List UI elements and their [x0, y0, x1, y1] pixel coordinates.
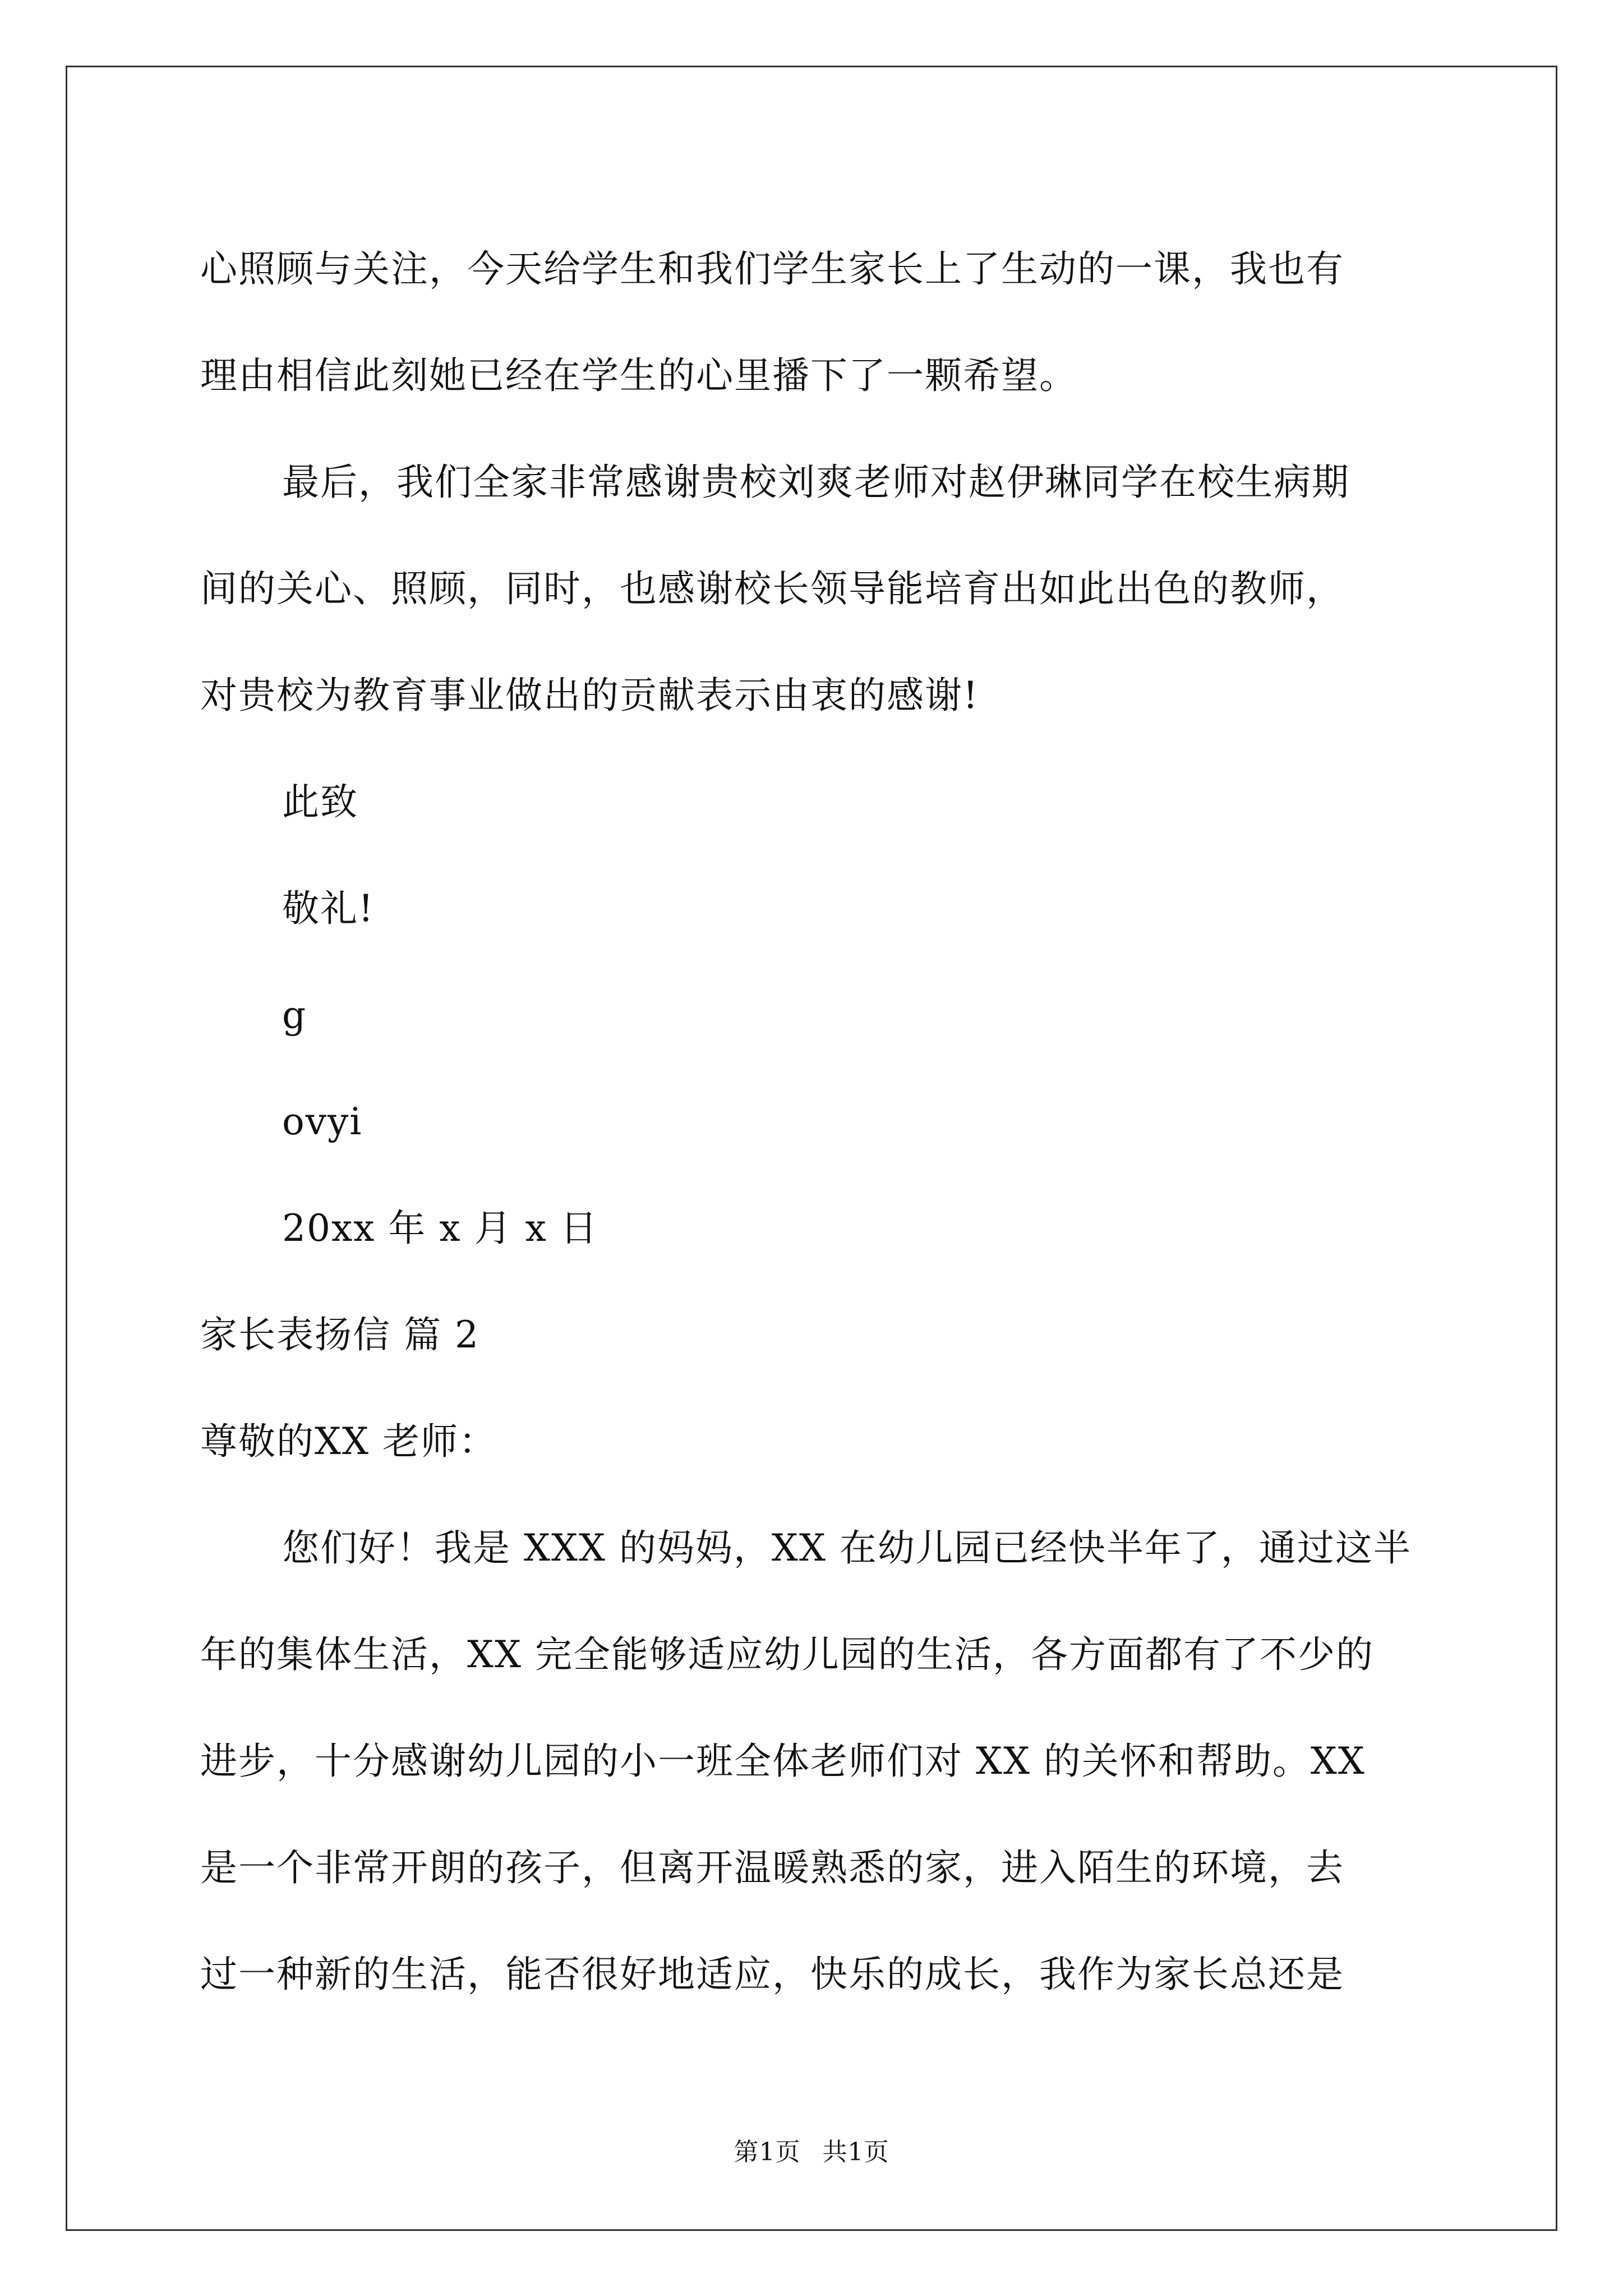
document-body — [200, 216, 1434, 2028]
letter-date: 20xx 年 x 月 x 日 — [282, 1207, 598, 1250]
paragraph-line: 您们好！我是 XXX 的妈妈，XX 在幼儿园已经快半年了，通过这半 — [282, 1526, 1412, 1570]
paragraph-line: 是一个非常开朗的孩子，但离开温暖熟悉的家，进入陌生的环境，去 — [200, 1846, 1344, 1889]
paragraph-line: 年的集体生活，XX 完全能够适应幼儿园的生活，各方面都有了不少的 — [200, 1633, 1374, 1676]
paragraph-line: 对贵校为教育事业做出的贡献表示由衷的感谢! — [200, 674, 979, 717]
page-footer — [0, 2132, 1623, 2168]
signature-line: ovyi — [282, 1100, 363, 1143]
paragraph-line: 间的关心、照顾，同时，也感谢校长领导能培育出如此出色的教师， — [200, 567, 1344, 610]
page-total: 共1页 — [822, 2138, 889, 2166]
paragraph-line: 进步，十分感谢幼儿园的小一班全体老师们对 XX 的关怀和帮助。XX — [200, 1740, 1366, 1783]
signature-line: g — [282, 993, 307, 1037]
section-heading: 家长表扬信 篇 2 — [200, 1313, 479, 1356]
paragraph-line: 理由相信此刻她已经在学生的心里播下了一颗希望。 — [200, 354, 1077, 397]
letter-greeting: 尊敬的XX 老师： — [200, 1420, 497, 1463]
paragraph-line: 最后，我们全家非常感谢贵校刘爽老师对赵伊琳同学在校生病期 — [282, 461, 1350, 504]
paragraph-line: 过一种新的生活，能否很好地适应，快乐的成长，我作为家长总还是 — [200, 1953, 1344, 1996]
paragraph-line: 心照顾与关注，今天给学生和我们学生家长上了生动的一课，我也有 — [200, 247, 1344, 291]
page-number: 第1页 — [734, 2138, 801, 2166]
closing-salutation: 此致 — [282, 780, 358, 823]
closing-regards: 敬礼! — [282, 887, 375, 930]
